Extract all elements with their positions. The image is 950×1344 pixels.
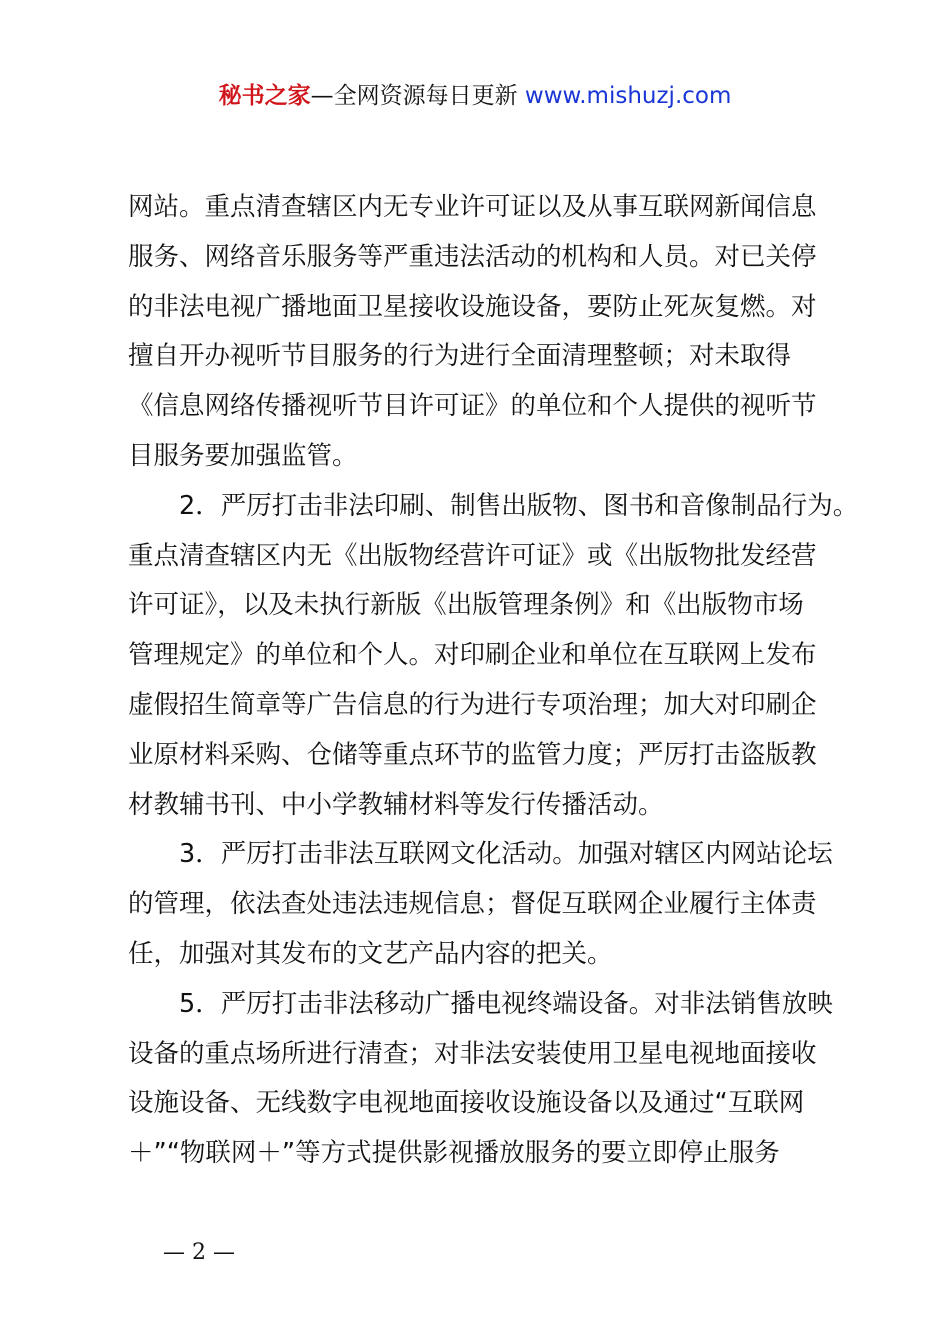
text-line: 2．严厉打击非法印刷、制售出版物、图书和音像制品行为。 (179, 490, 859, 521)
text-line: 擅自开办视听节目服务的行为进行全面清理整顿；对未取得 (128, 341, 792, 372)
text-line: 3．严厉打击非法互联网文化活动。加强对辖区内网站论坛 (179, 839, 833, 870)
page-header (0, 80, 950, 112)
text-line: 许可证》，以及未执行新版《出版管理条例》和《出版物市场 (128, 590, 804, 621)
site-url-link[interactable]: www.mishuzj.com (524, 83, 732, 109)
text-line: 服务、网络音乐服务等严重违法活动的机构和人员。对已关停 (128, 241, 817, 272)
text-line: 重点清查辖区内无《出版物经营许可证》或《出版物批发经营 (128, 540, 817, 571)
text-line: 业原材料采购、仓储等重点环节的监管力度；严厉打击盗版教 (128, 739, 817, 770)
page-number: — 2 — (163, 1240, 235, 1265)
text-line: 5．严厉打击非法移动广播电视终端设备。对非法销售放映 (179, 988, 833, 1019)
header-slogan: —全网资源每日更新 (310, 83, 518, 109)
document-body (128, 183, 859, 1179)
text-line: 设施设备、无线数字电视地面接收设施设备以及通过“互联网 (128, 1088, 805, 1119)
text-line: 虚假招生简章等广告信息的行为进行专项治理；加大对印刷企 (128, 689, 817, 720)
text-line: 设备的重点场所进行清查；对非法安装使用卫星电视地面接收 (128, 1038, 817, 1069)
text-line: 目服务要加强监管。 (128, 440, 358, 471)
text-line: 的非法电视广播地面卫星接收设施设备，要防止死灰复燃。对 (128, 291, 817, 322)
text-line: 材教辅书刊、中小学教辅材料等发行传播活动。 (128, 789, 664, 820)
text-line: 任，加强对其发布的文艺产品内容的把关。 (128, 938, 613, 969)
brand-name: 秘书之家 (218, 83, 311, 109)
text-line: ＋”“物联网＋”等方式提供影视播放服务的要立即停止服务 (128, 1138, 780, 1169)
text-line: 网站。重点清查辖区内无专业许可证以及从事互联网新闻信息 (128, 192, 817, 222)
text-line: 的管理，依法查处违法违规信息；督促互联网企业履行主体责 (128, 889, 817, 920)
text-line: 管理规定》的单位和个人。对印刷企业和单位在互联网上发布 (128, 640, 817, 671)
text-line: 《信息网络传播视听节目许可证》的单位和个人提供的视听节 (128, 391, 817, 422)
